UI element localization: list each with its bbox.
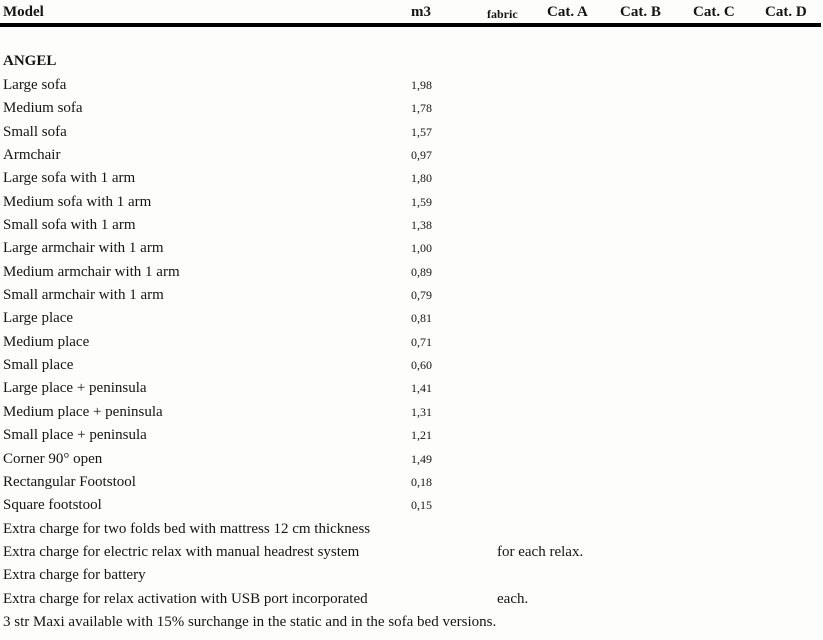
table-row [0, 307, 823, 330]
model-name: Large place + peninsula [3, 380, 147, 397]
m3-value: 0,15 [411, 498, 432, 513]
model-name: Small place [3, 357, 74, 374]
note-text: Extra charge for two folds bed with mattress 12 cm thickness [3, 520, 371, 537]
table-row [0, 214, 823, 237]
model-name: Rectangular Footstool [3, 473, 136, 490]
table-row [0, 261, 823, 284]
model-name: Medium sofa [3, 100, 83, 117]
table-row [0, 424, 823, 447]
table-body [0, 74, 823, 518]
m3-value: 0,89 [411, 264, 432, 279]
table-row [0, 331, 823, 354]
column-header-cat-c: Cat. C [693, 4, 735, 20]
table-row [0, 401, 823, 424]
m3-value: 1,57 [411, 124, 432, 139]
m3-value: 1,31 [411, 404, 432, 419]
table-row [0, 494, 823, 517]
table-row [0, 74, 823, 97]
m3-value: 1,80 [411, 171, 432, 186]
m3-value: 1,78 [411, 101, 432, 116]
note-text: 3 str Maxi available with 15% surchange in the static and in the sofa bed versions. [3, 613, 497, 630]
table-row [0, 377, 823, 400]
column-header-model: Model [3, 4, 44, 20]
model-name: Medium place + peninsula [3, 403, 163, 420]
m3-value: 0,97 [411, 148, 432, 163]
model-name: Large place [3, 310, 74, 327]
model-name: Small place + peninsula [3, 427, 147, 444]
model-name: Medium sofa with 1 arm [3, 193, 152, 210]
note-text: Extra charge for battery [3, 567, 146, 584]
m3-value: 1,41 [411, 381, 432, 396]
m3-value: 0,18 [411, 474, 432, 489]
model-name: Large armchair with 1 arm [3, 240, 164, 257]
column-header-cat-a: Cat. A [547, 4, 588, 20]
model-name: Medium place [3, 333, 90, 350]
model-name: Large sofa [3, 77, 67, 93]
note-row [0, 588, 823, 611]
column-header-cat-d: Cat. D [765, 4, 807, 20]
table-row [0, 284, 823, 307]
table-row [0, 354, 823, 377]
table-row [0, 448, 823, 471]
m3-value: 0,79 [411, 288, 432, 303]
table-row [0, 471, 823, 494]
model-name: Medium armchair with 1 arm [3, 263, 180, 280]
table-row [0, 191, 823, 214]
m3-value: 1,38 [411, 218, 432, 233]
column-header-fabric: fabric [487, 7, 518, 21]
table-row [0, 121, 823, 144]
m3-value: 1,98 [411, 78, 432, 92]
note-row [0, 518, 823, 541]
model-name: Square footstool [3, 497, 102, 514]
table-row [0, 237, 823, 260]
note-text: Extra charge for electric relax with manual headrest system [3, 543, 360, 560]
note-suffix: each. [497, 590, 529, 607]
m3-value: 0,71 [411, 334, 432, 349]
m3-value: 1,00 [411, 241, 432, 256]
model-name: Corner 90° open [3, 450, 103, 467]
note-text: Extra charge for relax activation with USB port incorporated [3, 590, 368, 607]
m3-value: 1,59 [411, 194, 432, 209]
note-row [0, 611, 823, 634]
m3-value: 1,49 [411, 451, 432, 466]
note-row [0, 564, 823, 587]
model-name: Armchair [3, 147, 61, 164]
table-row [0, 167, 823, 190]
m3-value: 1,21 [411, 428, 432, 443]
header-rule [0, 23, 821, 27]
column-header-cat-b: Cat. B [620, 4, 661, 20]
note-row [0, 541, 823, 564]
notes-section [0, 518, 823, 635]
model-name: Small sofa with 1 arm [3, 217, 136, 234]
model-name: Small sofa [3, 123, 67, 140]
table-row [0, 97, 823, 120]
table-row [0, 144, 823, 167]
model-name: Large sofa with 1 arm [3, 170, 136, 187]
section-title: ANGEL [3, 53, 57, 69]
note-suffix: for each relax. [497, 543, 584, 560]
model-name: Small armchair with 1 arm [3, 287, 164, 304]
m3-value: 0,60 [411, 358, 432, 373]
m3-value: 0,81 [411, 311, 432, 326]
column-header-m3: m3 [411, 4, 431, 20]
